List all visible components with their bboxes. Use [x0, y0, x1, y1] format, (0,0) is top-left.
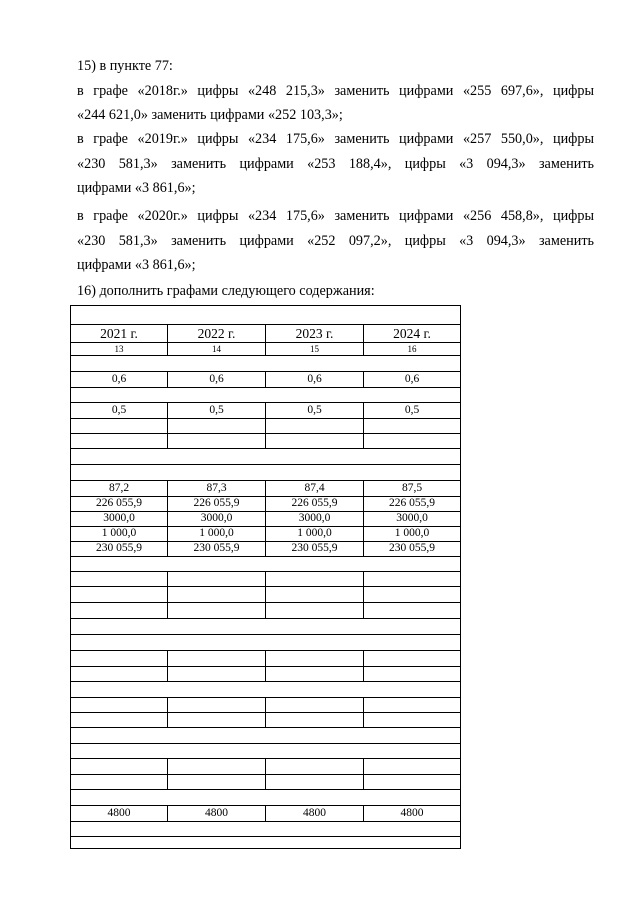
table-row: [71, 697, 460, 712]
table-row: [71, 821, 460, 836]
table-cell: 1 000,0: [265, 527, 363, 541]
table-cell: 3000,0: [265, 512, 363, 526]
table-cell: [363, 682, 460, 697]
table-cell: [167, 744, 265, 758]
item-15-2020-paragraph-l3: [77, 253, 594, 278]
table-cell: [71, 822, 167, 836]
table-row: [71, 743, 460, 758]
table-row: [71, 496, 460, 511]
table-cell: 226 055,9: [96, 497, 142, 510]
item-15-2018-paragraph: [77, 79, 594, 104]
table-cell: [265, 419, 363, 433]
table-cell: [167, 728, 265, 743]
table-cell: [71, 587, 167, 602]
table-row: [71, 805, 460, 821]
table-row: [71, 448, 460, 464]
table-top-blank-row: [71, 306, 460, 324]
table-cell: [265, 388, 363, 402]
table-cell: [167, 837, 265, 852]
text-line: в графе «2019г.» цифры «234 175,6» заменить цифрами «257 550,0», цифры: [77, 131, 594, 147]
table-row: [71, 618, 460, 634]
table-cell: 3000,0: [167, 512, 265, 526]
table-cell: [363, 698, 460, 712]
table-cell: [363, 790, 460, 805]
table-cell: 87,2: [108, 481, 130, 494]
table-row: [71, 541, 460, 556]
table-cell: [167, 434, 265, 448]
text-line: 15) в пункте 77:: [77, 58, 173, 74]
table-row: [71, 526, 460, 541]
item-15-heading: [77, 54, 594, 79]
text-line: в графе «2020г.» цифры «234 175,6» заменить цифрами «256 458,8», цифры: [77, 208, 594, 224]
table-row: [71, 418, 460, 433]
table-cell: 0,5: [363, 403, 460, 418]
table-cell: [167, 682, 265, 697]
item-15-2019-paragraph-l2: [77, 152, 594, 177]
table-cell: [71, 713, 167, 727]
table-cell: 13: [114, 343, 124, 354]
table-cell: [167, 759, 265, 774]
table-cell: [71, 698, 167, 712]
table-cell: 4800: [107, 806, 131, 819]
table-cell: [363, 356, 460, 371]
table-cell: [71, 572, 167, 586]
table-cell: 230 055,9: [363, 542, 460, 556]
table-cell: [265, 682, 363, 697]
table-cell: [71, 837, 167, 852]
table-cell: [167, 619, 265, 634]
item-15-2018-paragraph-end: [77, 103, 594, 128]
table-cell: [71, 419, 167, 433]
table-cell: [167, 790, 265, 805]
table-cell: [71, 775, 167, 789]
table-cell: [363, 775, 460, 789]
table-cell: [71, 682, 167, 697]
table-cell: [167, 651, 265, 666]
table-cell: 0,5: [111, 403, 127, 416]
table-cell: 0,6: [167, 372, 265, 387]
table-cell: 0,6: [111, 372, 127, 385]
table-row: [71, 464, 460, 480]
table-cell: [71, 465, 167, 480]
table-row: [71, 586, 460, 602]
table-cell: [265, 635, 363, 650]
table-cell: [71, 619, 167, 634]
table-cell: [363, 465, 460, 480]
table-cell: 4800: [363, 806, 460, 821]
table-cell: [363, 837, 460, 852]
table-cell: [167, 775, 265, 789]
table-row: [71, 727, 460, 743]
table-cell: [265, 557, 363, 571]
table-cell: [265, 651, 363, 666]
table-row: [71, 480, 460, 496]
table-cell: [265, 587, 363, 602]
table-cell: 87,5: [363, 481, 460, 496]
table-cell: [363, 603, 460, 618]
table-cell: [71, 557, 167, 571]
table-row: [71, 650, 460, 666]
table-cell: [363, 449, 460, 464]
table-cell: [167, 698, 265, 712]
table-cell: [167, 587, 265, 602]
table-cell: 226 055,9: [167, 497, 265, 511]
table-cell: [167, 356, 265, 371]
table-cell: [167, 667, 265, 681]
table-row: [71, 666, 460, 681]
table-row: [71, 387, 460, 402]
text-line: в графе «2018г.» цифры «248 215,3» заменить цифрами «255 697,6», цифры: [77, 83, 594, 99]
table-cell: 16: [363, 343, 460, 355]
table-cell: 0,6: [265, 372, 363, 387]
table-cell: [265, 759, 363, 774]
item-15-2020-paragraph-l1: [77, 204, 594, 229]
table-cell: [363, 667, 460, 681]
table-cell: [265, 790, 363, 805]
table-cell: 1 000,0: [101, 527, 137, 540]
table-cell: 2024 г.: [363, 325, 460, 342]
table-cell: [265, 744, 363, 758]
table-cell: [363, 434, 460, 448]
table-cell: 1 000,0: [363, 527, 460, 541]
item-15-2019-paragraph-l3: [77, 176, 594, 201]
table-cell: [265, 728, 363, 743]
item-16-heading: [77, 279, 594, 304]
table-cell: [265, 356, 363, 371]
table-cell: [71, 667, 167, 681]
table-cell: [363, 635, 460, 650]
table-cell: [71, 388, 167, 402]
table-cell: 4800: [265, 806, 363, 821]
table-cell: 0,5: [265, 403, 363, 418]
table-cell: 226 055,9: [265, 497, 363, 511]
table-row: [71, 355, 460, 371]
table-cell: [363, 713, 460, 727]
item-15-2019-paragraph-l1: [77, 127, 594, 152]
table-cell: [363, 619, 460, 634]
table-cell: 15: [265, 343, 363, 355]
table-cell: [71, 356, 167, 371]
item-15-2020-paragraph-l2: [77, 229, 594, 254]
table-cell: 4800: [167, 806, 265, 821]
table-cell: [363, 388, 460, 402]
text-line: 16) дополнить графами следующего содержания:: [77, 283, 375, 299]
table-cell: [167, 822, 265, 836]
table-cell: 230 055,9: [265, 542, 363, 556]
text-line: цифрами «3 861,6»;: [77, 257, 196, 273]
table-cell: 0,5: [167, 403, 265, 418]
table-cell: 3000,0: [363, 512, 460, 526]
table-cell: 2021 г.: [100, 325, 138, 341]
table-cell: [363, 557, 460, 571]
table-cell: 230 055,9: [167, 542, 265, 556]
table-row: [71, 402, 460, 418]
table-cell: [71, 790, 167, 805]
table-cell: [265, 698, 363, 712]
table-header-row: [71, 324, 460, 342]
text-line: «230 581,3» заменить цифрами «253 188,4», цифры «3 094,3» заменить: [77, 156, 594, 172]
table-cell: [167, 557, 265, 571]
table-row: [71, 634, 460, 650]
table-cell: [265, 713, 363, 727]
table-row: [71, 571, 460, 586]
table-row: [71, 774, 460, 789]
table-cell: [71, 759, 167, 774]
table-cell: [71, 434, 167, 448]
table-cell: [265, 822, 363, 836]
table-row: [71, 712, 460, 727]
table-cell: [167, 449, 265, 464]
table-row: [71, 556, 460, 571]
table-cell: [167, 388, 265, 402]
table-row: [71, 789, 460, 805]
table-cell: [167, 713, 265, 727]
table-cell: [167, 635, 265, 650]
table-cell: 3000,0: [103, 512, 135, 525]
table-column-number-row: [71, 342, 460, 355]
table-cell: [363, 572, 460, 586]
text-line: цифрами «3 861,6»;: [77, 180, 196, 196]
table-cell: 87,4: [265, 481, 363, 496]
table-row: [71, 433, 460, 448]
table-cell: [265, 837, 363, 852]
table-row: [71, 602, 460, 618]
table-cell: 1 000,0: [167, 527, 265, 541]
table-cell: [71, 651, 167, 666]
table-row: [71, 836, 460, 852]
table-cell: 2022 г.: [167, 325, 265, 342]
table-cell: [265, 775, 363, 789]
table-cell: [265, 619, 363, 634]
table-cell: [363, 728, 460, 743]
text-line: «244 621,0» заменить цифрами «252 103,3»;: [77, 107, 343, 123]
table-cell: [71, 635, 167, 650]
table-row: [71, 758, 460, 774]
table-row: [71, 681, 460, 697]
additional-columns-table: [70, 305, 461, 849]
table-cell: 87,3: [167, 481, 265, 496]
table-cell: [265, 465, 363, 480]
table-cell: 2023 г.: [265, 325, 363, 342]
table-cell: [363, 759, 460, 774]
table-cell: [71, 744, 167, 758]
table-cell: [167, 572, 265, 586]
table-cell: [363, 419, 460, 433]
table-cell: 0,6: [363, 372, 460, 387]
text-line: «230 581,3» заменить цифрами «252 097,2», цифры «3 094,3» заменить: [77, 233, 594, 249]
table-cell: 226 055,9: [363, 497, 460, 511]
table-cell: [71, 728, 167, 743]
table-cell: [265, 572, 363, 586]
table-cell: [167, 465, 265, 480]
table-cell: [363, 651, 460, 666]
table-cell: [265, 449, 363, 464]
table-cell: [167, 603, 265, 618]
table-cell: [363, 587, 460, 602]
table-cell: [265, 434, 363, 448]
table-cell: 230 055,9: [96, 542, 142, 555]
table-cell: [363, 744, 460, 758]
table-cell: [167, 419, 265, 433]
table-row: [71, 511, 460, 526]
table-cell: [71, 449, 167, 464]
table-cell: [265, 603, 363, 618]
table-row: [71, 371, 460, 387]
table-cell: [71, 603, 167, 618]
table-cell: [363, 822, 460, 836]
table-cell: [265, 667, 363, 681]
table-cell: 14: [167, 343, 265, 355]
